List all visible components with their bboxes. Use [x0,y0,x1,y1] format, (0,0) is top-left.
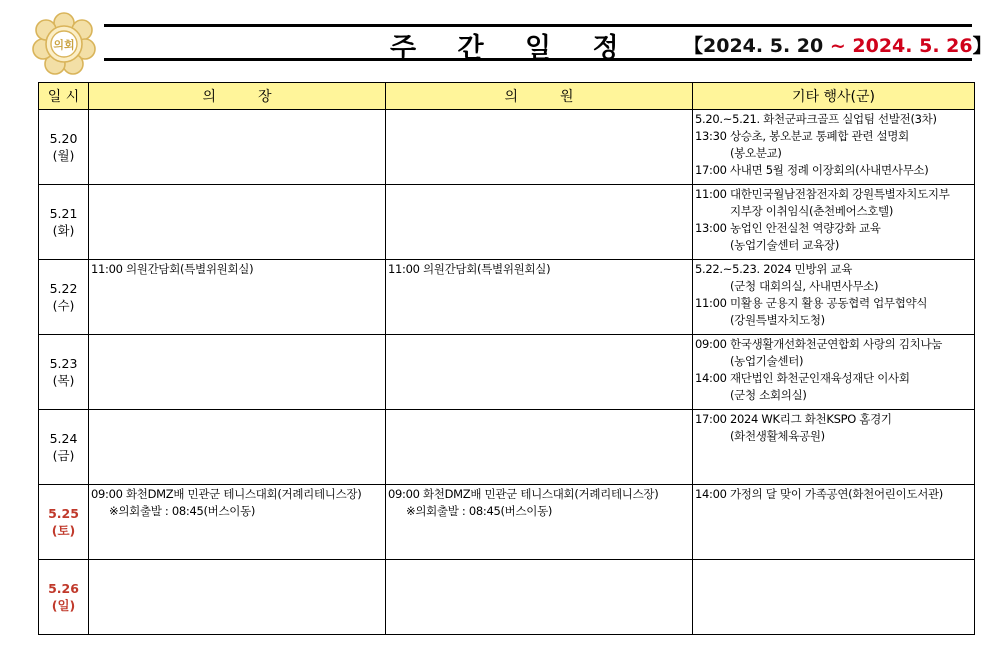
event-line: 09:00 화천DMZ배 민관군 테니스대회(거례리테니스장) [91,487,362,501]
date-label: 5.22 [49,281,78,296]
date-label: 5.20 [49,131,78,146]
chair-cell [89,335,386,410]
chair-cell [89,560,386,635]
event-line: 13:30 상승초, 봉오분교 통폐합 관련 설명회 [695,129,909,143]
day-label: (월) [52,148,75,163]
event-line: 11:00 대한민국월남전참전자회 강원특별자치도지부 [695,187,950,201]
other-events-cell [693,560,975,635]
member-cell [386,260,693,335]
table-row [39,335,975,410]
day-label: (일) [51,598,76,613]
event-note: ※의회출발 : 08:45(버스이동) [109,504,256,518]
event-location: (농업기술센터) [730,354,804,368]
chair-cell [89,260,386,335]
event-note: ※의회출발 : 08:45(버스이동) [406,504,553,518]
event-location: (봉오분교) [730,146,782,160]
day-label: (화) [52,223,75,238]
date-label: 5.26 [48,581,79,596]
period-start: 2024. 5. 20 [703,35,824,57]
table-header-row [39,83,975,110]
event-line: 11:00 의원간담회(특별위원회실) [388,262,551,276]
event-location: (군청 대회의실, 사내면사무소) [730,279,879,293]
event-location: (군청 소회의실) [730,388,807,402]
other-events-cell [693,110,975,185]
event-location: (강원특별자치도청) [730,313,825,327]
member-cell [386,410,693,485]
col-header-chair: 의 장 [89,83,386,110]
chair-cell [89,185,386,260]
event-line: 14:00 재단법인 화천군인재육성재단 이사회 [695,371,910,385]
date-cell [39,110,89,185]
weekly-schedule-table [38,82,975,635]
col-header-member: 의 원 [386,83,693,110]
event-line: 5.20.~5.21. 화천군파크골프 실업팀 선발전(3차) [695,112,937,126]
table-row [39,185,975,260]
event-line: 5.22.~5.23. 2024 민방위 교육 [695,262,853,276]
member-cell [386,185,693,260]
event-line: 11:00 미활용 군용지 활용 공동협력 업무협약식 [695,296,928,310]
date-cell [39,485,89,560]
table-row [39,260,975,335]
col-header-other: 기타 행사(군) [693,83,975,110]
chair-cell [89,410,386,485]
logo-text: 의회 [53,38,75,52]
day-label: (목) [52,373,75,388]
period-end: 2024. 5. 26 [852,35,973,57]
date-cell [39,260,89,335]
col-header-date: 일 시 [39,83,89,110]
council-emblem-icon [32,12,96,76]
member-cell [386,110,693,185]
event-line: 17:00 2024 WK리그 화천KSPO 홈경기 [695,412,892,426]
date-cell [39,410,89,485]
date-label: 5.21 [49,206,78,221]
period-tilde: ~ [823,35,853,57]
event-line: 14:00 가정의 달 맞이 가족공연(화천어린이도서관) [695,487,943,501]
event-line: 17:00 사내면 5월 정례 이장회의(사내면사무소) [695,163,929,177]
chair-cell [89,485,386,560]
member-cell [386,335,693,410]
table-row [39,485,975,560]
page-title: 주 간 일 정 [390,33,635,64]
date-label: 5.24 [49,431,78,446]
date-label: 5.23 [49,356,78,371]
event-line: 13:00 농업인 안전실천 역량강화 교육 [695,221,881,235]
table-row [39,560,975,635]
other-events-cell [693,185,975,260]
event-location: (농업기술센터 교육장) [730,238,840,252]
period-open-bracket: 【 [684,35,704,57]
member-cell [386,485,693,560]
table-row [39,410,975,485]
date-cell [39,185,89,260]
other-events-cell [693,335,975,410]
date-cell [39,335,89,410]
event-line: 09:00 화천DMZ배 민관군 테니스대회(거례리테니스장) [388,487,659,501]
other-events-cell [693,485,975,560]
day-label: (수) [52,298,75,313]
other-events-cell [693,410,975,485]
table-row [39,110,975,185]
chair-cell [89,110,386,185]
date-cell [39,560,89,635]
other-events-cell [693,260,975,335]
day-label: (금) [52,448,75,463]
period-close-bracket: 】 [972,35,992,57]
member-cell [386,560,693,635]
day-label: (토) [51,523,76,538]
schedule-period [684,31,992,58]
event-line: 11:00 의원간담회(특별위원회실) [91,262,254,276]
event-location: 지부장 이취임식(춘천베어스호텔) [730,204,894,218]
date-label: 5.25 [48,506,79,521]
event-line: 09:00 한국생활개선화천군연합회 사랑의 김치나눔 [695,337,943,351]
event-location: (화천생활체육공원) [730,429,825,443]
